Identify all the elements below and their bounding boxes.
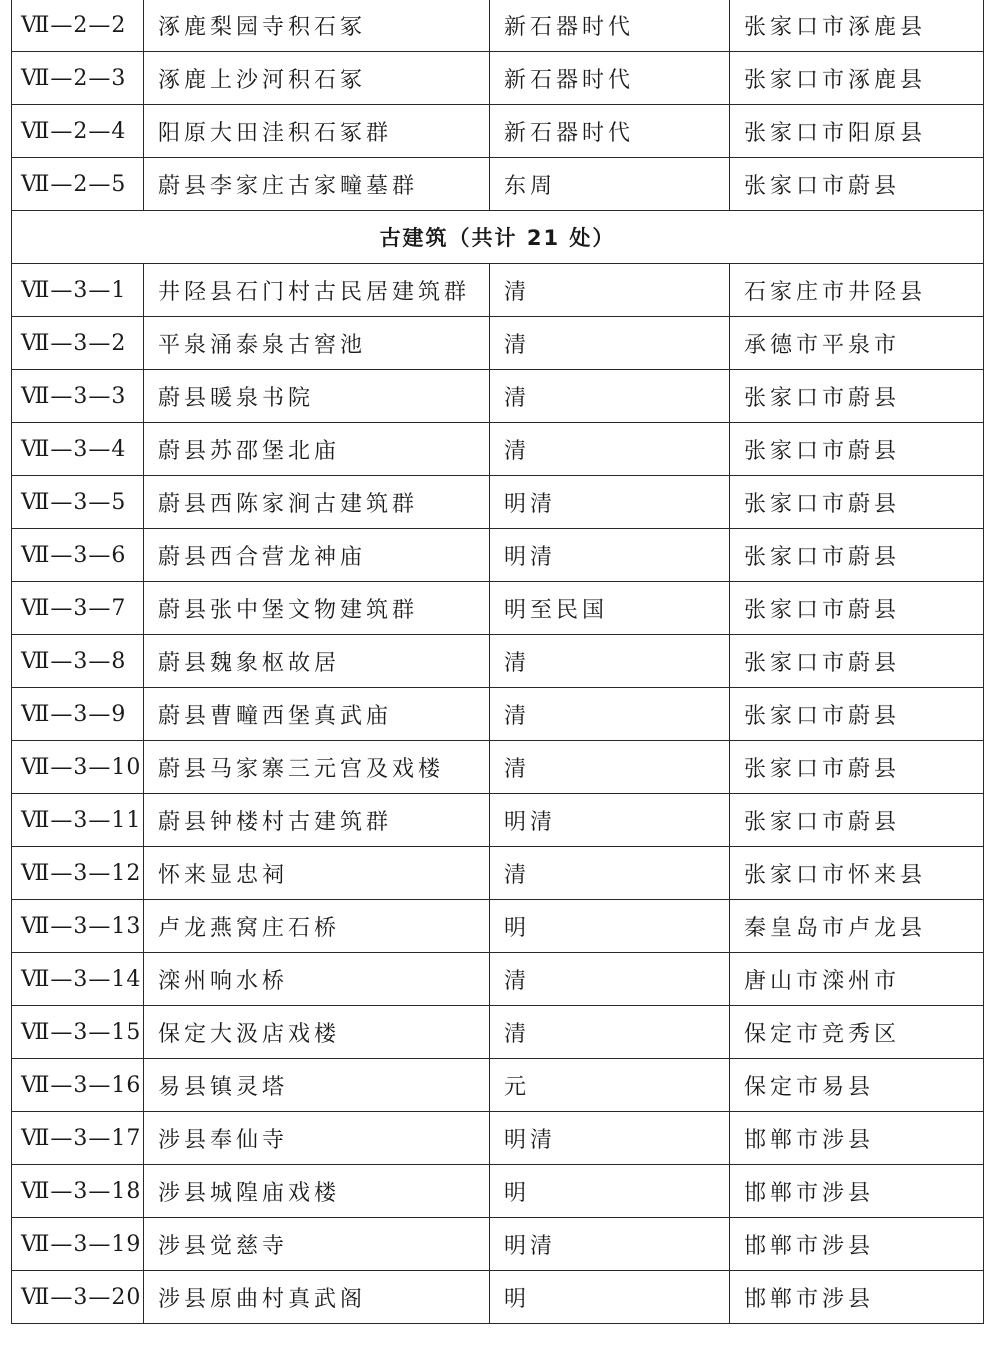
site-name: 井陉县石门村古民居建筑群 [144, 264, 490, 317]
site-code: Ⅶ—3—5 [12, 476, 144, 529]
site-name: 保定大汲店戏楼 [144, 1006, 490, 1059]
table-body [12, 0, 984, 1324]
site-era: 元 [490, 1059, 730, 1112]
table-row [12, 529, 984, 582]
site-era: 清 [490, 635, 730, 688]
site-location: 秦皇岛市卢龙县 [730, 900, 984, 953]
site-name: 涿鹿上沙河积石冢 [144, 52, 490, 105]
table-row [12, 1165, 984, 1218]
site-location: 张家口市涿鹿县 [730, 0, 984, 52]
site-era: 清 [490, 741, 730, 794]
site-code: Ⅶ—3—4 [12, 423, 144, 476]
site-code: Ⅶ—3—3 [12, 370, 144, 423]
site-code: Ⅶ—3—7 [12, 582, 144, 635]
site-code: Ⅶ—2—2 [12, 0, 144, 52]
table-row [12, 1218, 984, 1271]
site-location: 张家口市蔚县 [730, 423, 984, 476]
site-location: 张家口市蔚县 [730, 476, 984, 529]
site-location: 张家口市怀来县 [730, 847, 984, 900]
table-row [12, 370, 984, 423]
site-location: 张家口市蔚县 [730, 635, 984, 688]
site-era: 明清 [490, 476, 730, 529]
site-name: 蔚县张中堡文物建筑群 [144, 582, 490, 635]
site-era: 清 [490, 688, 730, 741]
site-era: 清 [490, 1006, 730, 1059]
site-era: 明 [490, 1165, 730, 1218]
site-name: 蔚县苏邵堡北庙 [144, 423, 490, 476]
site-location: 张家口市蔚县 [730, 741, 984, 794]
site-era: 明 [490, 900, 730, 953]
site-name: 蔚县马家寨三元宫及戏楼 [144, 741, 490, 794]
site-code: Ⅶ—2—3 [12, 52, 144, 105]
site-code: Ⅶ—3—18 [12, 1165, 144, 1218]
site-location: 张家口市蔚县 [730, 794, 984, 847]
site-era: 清 [490, 423, 730, 476]
section-header-row [12, 211, 984, 264]
site-era: 明清 [490, 529, 730, 582]
site-code: Ⅶ—3—14 [12, 953, 144, 1006]
site-code: Ⅶ—2—5 [12, 158, 144, 211]
site-era: 清 [490, 264, 730, 317]
site-name: 涿鹿梨园寺积石冢 [144, 0, 490, 52]
site-code: Ⅶ—3—11 [12, 794, 144, 847]
site-code: Ⅶ—2—4 [12, 105, 144, 158]
table-row [12, 317, 984, 370]
site-name: 蔚县暖泉书院 [144, 370, 490, 423]
site-location: 张家口市蔚县 [730, 370, 984, 423]
site-code: Ⅶ—3—16 [12, 1059, 144, 1112]
table-row [12, 794, 984, 847]
site-code: Ⅶ—3—6 [12, 529, 144, 582]
site-era: 明清 [490, 794, 730, 847]
site-name: 怀来显忠祠 [144, 847, 490, 900]
table-row [12, 264, 984, 317]
site-name: 蔚县曹疃西堡真武庙 [144, 688, 490, 741]
site-location: 邯郸市涉县 [730, 1165, 984, 1218]
table-row [12, 900, 984, 953]
site-location: 张家口市涿鹿县 [730, 52, 984, 105]
table-row [12, 158, 984, 211]
site-location: 保定市易县 [730, 1059, 984, 1112]
site-name: 蔚县钟楼村古建筑群 [144, 794, 490, 847]
site-era: 新石器时代 [490, 52, 730, 105]
table-row [12, 688, 984, 741]
site-code: Ⅶ—3—13 [12, 900, 144, 953]
site-location: 张家口市蔚县 [730, 582, 984, 635]
site-name: 滦州响水桥 [144, 953, 490, 1006]
section-title: 古建筑（共计 21 处） [12, 211, 984, 264]
site-name: 蔚县魏象枢故居 [144, 635, 490, 688]
site-name: 涉县奉仙寺 [144, 1112, 490, 1165]
site-code: Ⅶ—3—10 [12, 741, 144, 794]
site-era: 明至民国 [490, 582, 730, 635]
site-location: 承德市平泉市 [730, 317, 984, 370]
site-code: Ⅶ—3—15 [12, 1006, 144, 1059]
table-row [12, 1271, 984, 1324]
site-era: 清 [490, 370, 730, 423]
table-row [12, 953, 984, 1006]
heritage-sites-table [11, 0, 984, 1324]
table-row [12, 52, 984, 105]
site-code: Ⅶ—3—8 [12, 635, 144, 688]
table-row [12, 105, 984, 158]
site-code: Ⅶ—3—19 [12, 1218, 144, 1271]
site-era: 新石器时代 [490, 0, 730, 52]
table-row [12, 423, 984, 476]
site-name: 涉县觉慈寺 [144, 1218, 490, 1271]
site-era: 新石器时代 [490, 105, 730, 158]
table-row [12, 741, 984, 794]
site-location: 邯郸市涉县 [730, 1218, 984, 1271]
table-row [12, 476, 984, 529]
site-era: 清 [490, 847, 730, 900]
site-location: 张家口市蔚县 [730, 688, 984, 741]
site-name: 蔚县西合营龙神庙 [144, 529, 490, 582]
site-code: Ⅶ—3—9 [12, 688, 144, 741]
site-location: 张家口市蔚县 [730, 158, 984, 211]
site-location: 唐山市滦州市 [730, 953, 984, 1006]
site-location: 保定市竞秀区 [730, 1006, 984, 1059]
site-code: Ⅶ—3—12 [12, 847, 144, 900]
table-row [12, 582, 984, 635]
site-location: 邯郸市涉县 [730, 1271, 984, 1324]
table-row [12, 847, 984, 900]
table-row [12, 635, 984, 688]
site-era: 清 [490, 953, 730, 1006]
site-code: Ⅶ—3—1 [12, 264, 144, 317]
table-row [12, 0, 984, 52]
site-location: 张家口市阳原县 [730, 105, 984, 158]
site-code: Ⅶ—3—2 [12, 317, 144, 370]
site-era: 明清 [490, 1218, 730, 1271]
site-era: 明清 [490, 1112, 730, 1165]
table-row [12, 1112, 984, 1165]
site-name: 蔚县李家庄古家疃墓群 [144, 158, 490, 211]
site-name: 卢龙燕窝庄石桥 [144, 900, 490, 953]
site-name: 平泉涌泰泉古窖池 [144, 317, 490, 370]
site-code: Ⅶ—3—17 [12, 1112, 144, 1165]
site-era: 清 [490, 317, 730, 370]
site-era: 东周 [490, 158, 730, 211]
site-location: 张家口市蔚县 [730, 529, 984, 582]
site-name: 蔚县西陈家涧古建筑群 [144, 476, 490, 529]
site-name: 易县镇灵塔 [144, 1059, 490, 1112]
site-location: 石家庄市井陉县 [730, 264, 984, 317]
table-row [12, 1059, 984, 1112]
table-row [12, 1006, 984, 1059]
site-name: 涉县原曲村真武阁 [144, 1271, 490, 1324]
site-code: Ⅶ—3—20 [12, 1271, 144, 1324]
site-location: 邯郸市涉县 [730, 1112, 984, 1165]
site-name: 涉县城隍庙戏楼 [144, 1165, 490, 1218]
site-era: 明 [490, 1271, 730, 1324]
site-name: 阳原大田洼积石冢群 [144, 105, 490, 158]
